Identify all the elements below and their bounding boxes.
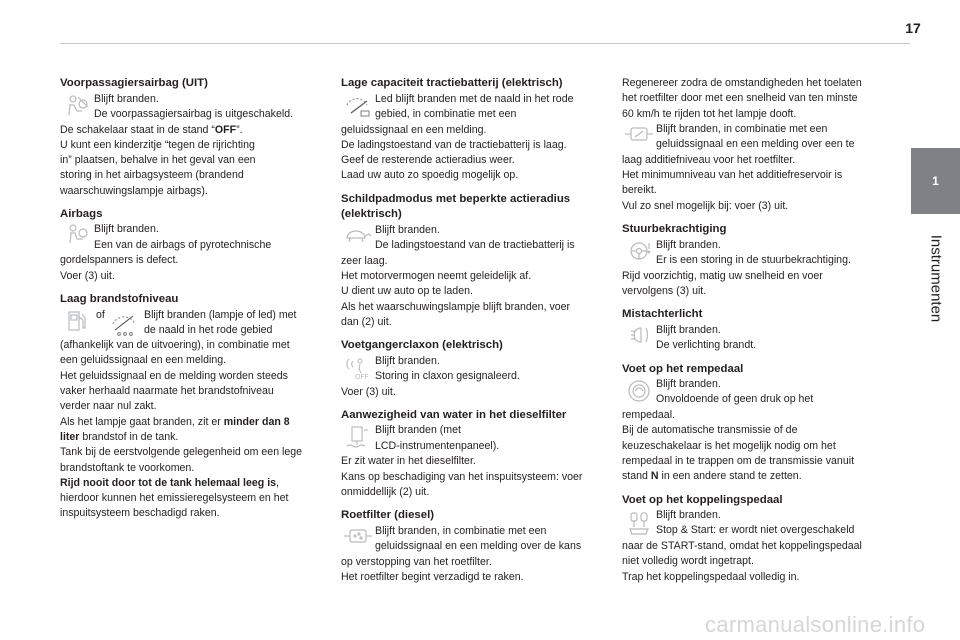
column-1	[60, 76, 328, 530]
text-line: Storing in claxon gesignaleerd.	[375, 369, 520, 382]
section-heading: Voetgangerclaxon (elektrisch)	[341, 339, 503, 352]
text-line: Blijft branden.	[94, 92, 159, 105]
text-line: De ladingstoestand van de tractiebatterij is	[375, 238, 575, 251]
pedestrian-horn-off-icon	[341, 354, 375, 385]
section-heading: Roetfilter (diesel)	[341, 509, 435, 522]
section-heading: Voet op het koppelingspedaal	[622, 493, 783, 506]
text-line: Het motorvermogen neemt geleidelijk af.	[341, 269, 532, 282]
text-line: Laad uw auto zo spoedig mogelijk op.	[341, 169, 519, 182]
section-steering	[622, 222, 890, 299]
section-low-battery	[341, 76, 609, 184]
text-line: (afhankelijk van de uitvoering), in combinatie met	[60, 339, 290, 352]
bold-text: liter	[60, 430, 80, 443]
text-line: Als het waarschuwingslampje blijft branden, voer	[341, 300, 571, 313]
section-limp-home	[341, 192, 609, 330]
text-line: storing in het airbagsysteem (brandend	[60, 169, 244, 182]
text-run: ”.	[236, 123, 243, 136]
text-line: een geluidssignaal en een melding.	[60, 354, 227, 367]
section-heading: Schildpadmodus met beperkte actieradius	[341, 192, 571, 205]
text-line: Voer (3) uit.	[341, 385, 396, 398]
text-line: inspuitsysteem beschadigd raken.	[60, 507, 220, 520]
text-line: brandstoftank te voorkomen.	[60, 461, 195, 474]
text-line: geluidssignaal en een melding.	[341, 123, 487, 136]
rear-fog-light-icon	[622, 323, 656, 354]
bold-text: Rijd nooit door tot de tank helemaal leeg is	[60, 476, 277, 489]
water-in-diesel-icon	[341, 423, 375, 454]
text-line	[622, 469, 890, 484]
text-line: Blijft branden (lampje of led) met	[144, 308, 297, 321]
section-water-in-diesel	[341, 408, 609, 500]
section-heading: Lage capaciteit tractiebatterij (elektrisch)	[341, 77, 563, 89]
section-airbags	[60, 207, 328, 284]
text-line: Blijft branden (met	[375, 424, 461, 437]
text-line: Vul zo snel mogelijk bij: voer (3) uit.	[622, 199, 789, 212]
text-run: brandstof in de tank.	[79, 430, 179, 443]
text-line: Led blijft branden met de naald in het rode	[375, 92, 574, 105]
chapter-tab[interactable]: 1	[911, 148, 960, 214]
text-line: De ladingstoestand van de tractiebatterij is laag.	[341, 138, 567, 151]
bold-text: minder dan 8	[223, 415, 290, 428]
power-steering-icon	[622, 238, 656, 269]
text-line: Kans op beschadiging van het inspuitsysteem: voer	[341, 470, 583, 483]
text-line: het roetfilter door met een snelheid van ten minste	[622, 92, 858, 105]
section-fog-light	[622, 307, 890, 354]
particle-filter-icon	[341, 524, 375, 555]
text-line: verder naar nul zakt.	[60, 400, 157, 413]
text-line: Het geluidssignaal en de melding worden steeds	[60, 369, 288, 382]
bold-text: OFF	[214, 123, 237, 136]
section-clutch-pedal	[622, 493, 890, 585]
fuel-pump-icon	[60, 308, 94, 334]
text-line: Het minimumniveau van het additiefreservoir is	[622, 169, 843, 182]
text-run: De schakelaar staat in de stand “	[60, 123, 215, 136]
fuel-gauge-needle-icon	[109, 308, 139, 338]
text-line: Voer (3) uit.	[60, 269, 115, 282]
airbag-warning-icon	[60, 222, 94, 253]
text-line: zeer laag.	[341, 254, 388, 267]
text-line: U dient uw auto op te laden.	[341, 285, 473, 298]
section-heading: Voorpassagiersairbag (UIT)	[60, 77, 208, 89]
section-particle-filter	[341, 508, 609, 585]
chapter-label	[911, 218, 960, 338]
text-line: Het roetfilter begint verzadigd te raken.	[341, 571, 524, 584]
text-line	[60, 430, 328, 445]
text-line: Blijft branden, in combinatie met een	[375, 524, 547, 537]
text-line	[60, 415, 328, 430]
brake-pedal-icon	[622, 377, 656, 408]
section-low-fuel	[60, 292, 328, 522]
text-line: Blijft branden.	[94, 223, 159, 236]
text-line: keuzeschakelaar is het mogelijk nodig om het	[622, 439, 836, 452]
text-line: naar de START-stand, omdat het koppelingspedaal	[622, 540, 862, 553]
section-pedestrian-horn	[341, 338, 609, 400]
low-fuel-icons	[60, 308, 144, 338]
text-line: op verstopping van het roetfilter.	[341, 555, 492, 568]
text-line: Regenereer zodra de omstandigheden het toelaten	[622, 77, 862, 89]
svg-text:OFF: OFF	[355, 372, 369, 381]
clutch-pedal-icon	[622, 508, 656, 539]
text-run: ,	[276, 476, 279, 489]
chapter-title: Instrumenten	[927, 234, 945, 322]
section-heading: Airbags	[60, 207, 103, 220]
section-passenger-airbag	[60, 76, 328, 199]
text-line: rempedaal.	[622, 409, 675, 422]
text-line: laag additiefniveau voor het roetfilter.	[622, 153, 796, 166]
text-line: Er is een storing in de stuurbekrachtiging.	[656, 253, 851, 266]
section-brake-pedal	[622, 362, 890, 485]
text-run: Als het lampje gaat branden, zit er	[60, 415, 224, 428]
text-line: Blijft branden.	[656, 323, 721, 336]
passenger-airbag-off-icon	[60, 92, 94, 123]
text-line: niet volledig wordt ingetrapt.	[622, 555, 754, 568]
text-line: Tank bij de eerstvolgende gelegenheid om een lege	[60, 446, 303, 459]
text-line: Blijft branden.	[656, 238, 721, 251]
text-line: Blijft branden, in combinatie met een	[656, 122, 828, 135]
text-line: Er zit water in het dieselfilter.	[341, 455, 476, 468]
text-line: 60 km/h te rijden tot het lampje dooft.	[622, 107, 797, 120]
header-divider	[60, 43, 910, 44]
text-line: Geef de resterende actieradius weer.	[341, 154, 515, 167]
text-line: geluidssignaal en een melding over een te	[656, 138, 855, 151]
text-line: hierdoor kunnen het emissieregelsysteem en het	[60, 492, 289, 505]
text-line: Blijft branden.	[375, 223, 440, 236]
text-line: rempedaal in te trappen om de transmissie vanuit	[622, 455, 855, 468]
text-line: Blijft branden.	[656, 509, 721, 522]
text-line: Een van de airbags of pyrotechnische	[94, 238, 272, 251]
text-line: Rijd voorzichtig, matig uw snelheid en voer	[622, 269, 823, 282]
text-line: Blijft branden.	[656, 378, 721, 391]
text-line: Bij de automatische transmissie of de	[622, 424, 798, 437]
battery-gauge-needle-icon	[341, 92, 375, 123]
turtle-mode-icon	[341, 223, 375, 254]
section-heading: Laag brandstofniveau	[60, 293, 179, 306]
page-number: 17	[905, 20, 921, 36]
text-line: waarschuwingslampje airbags).	[60, 184, 208, 197]
text-run: stand	[622, 470, 651, 483]
text-line	[60, 123, 328, 138]
text-line: Blijft branden.	[375, 354, 440, 367]
watermark: carmanualsonline.info	[705, 612, 926, 637]
text-line: de naald in het rode gebied	[144, 323, 273, 336]
section-particle-filter-continued	[622, 76, 890, 214]
text-line: dan (2) uit.	[341, 315, 392, 328]
text-line: De verlichting brandt.	[656, 338, 757, 351]
text-line	[60, 476, 328, 491]
text-line: geluidssignaal en een melding over de kans	[375, 540, 582, 553]
text-run: in een andere stand te zetten.	[658, 470, 802, 483]
column-3	[622, 76, 890, 593]
text-line: U kunt een kinderzitje “tegen de rijrichting	[60, 138, 255, 151]
text-line: Stop & Start: er wordt niet overgeschakeld	[656, 524, 855, 537]
section-heading: Mistachterlicht	[622, 308, 703, 321]
text-line: gordelspanners is defect.	[60, 254, 179, 267]
text-line: onmiddellijk (2) uit.	[341, 486, 430, 499]
text-line: bereikt.	[622, 184, 657, 197]
text-line: Trap het koppelingspedaal volledig in.	[622, 570, 800, 583]
text-line: Onvoldoende of geen druk op het	[656, 393, 814, 406]
or-text: of	[96, 308, 105, 321]
column-2	[341, 76, 609, 593]
section-heading: Stuurbekrachtiging	[622, 223, 727, 236]
text-line: vervolgens (3) uit.	[622, 284, 707, 297]
particle-filter-additive-icon	[622, 122, 656, 153]
text-line: LCD-instrumentenpaneel).	[375, 439, 500, 452]
bold-text: N	[650, 470, 659, 483]
text-line: De voorpassagiersairbag is uitgeschakeld.	[94, 107, 294, 120]
section-heading: Voet op het rempedaal	[622, 362, 744, 375]
section-heading: (elektrisch)	[341, 208, 402, 221]
text-line: gebied, in combinatie met een	[375, 107, 517, 120]
text-line: in” plaatsen, behalve in het geval van een	[60, 154, 256, 167]
text-line: vaker herhaald naarmate het brandstofniveau	[60, 385, 274, 398]
section-heading: Aanwezigheid van water in het dieselfilter	[341, 408, 567, 421]
